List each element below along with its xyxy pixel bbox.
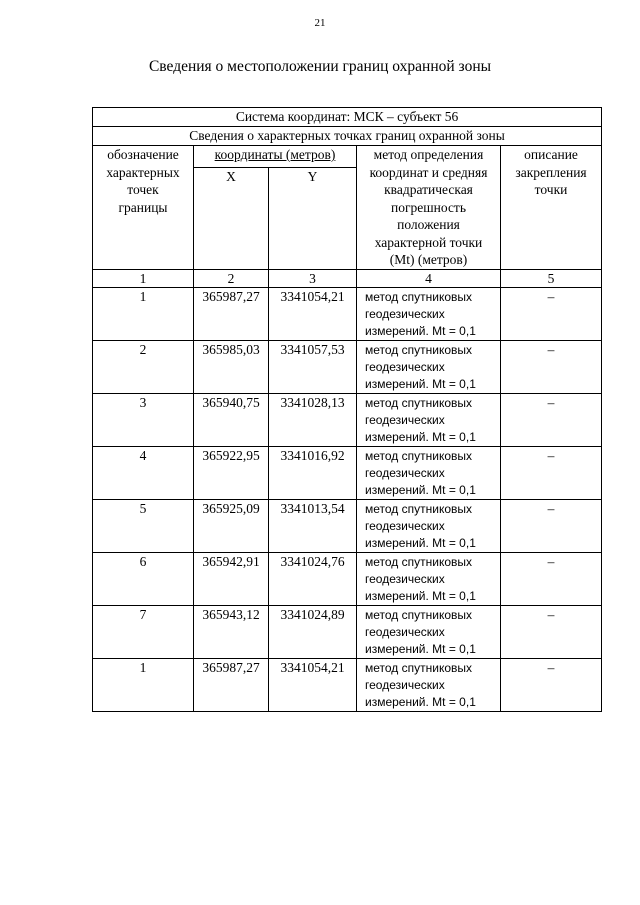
point-number-cell: 6 <box>93 553 194 606</box>
x-coordinate-cell: 365925,09 <box>194 500 269 553</box>
method-line: метод спутниковых <box>365 289 473 304</box>
method-line: метод спутниковых <box>365 448 473 463</box>
points-info-label: Сведения о характерных точках границ охранной зоны <box>93 127 602 146</box>
table-row <box>93 553 602 606</box>
coordinates-header <box>194 146 357 168</box>
method-cell <box>357 500 501 553</box>
table-row <box>93 447 602 500</box>
description-cell: – <box>501 606 602 659</box>
method-line: метод спутниковых <box>365 554 473 569</box>
x-header: X <box>194 167 269 269</box>
points-info-row <box>93 127 602 146</box>
page-title: Сведения о местоположении границ охранной зоны <box>148 58 492 75</box>
column-number: 1 <box>93 269 194 288</box>
method-cell <box>357 659 501 712</box>
coordinate-system-label: Система координат: МСК – субъект 56 <box>93 108 602 127</box>
point-number-cell: 4 <box>93 447 194 500</box>
y-header: Y <box>269 167 357 269</box>
column-number: 5 <box>501 269 602 288</box>
boundary-points-table <box>92 107 602 712</box>
x-coordinate-cell: 365922,95 <box>194 447 269 500</box>
column-number: 2 <box>194 269 269 288</box>
description-header-line: точки <box>534 182 568 197</box>
method-line: измерений. Mt = 0,1 <box>365 694 476 709</box>
x-coordinate-cell: 365943,12 <box>194 606 269 659</box>
y-coordinate-cell: 3341016,92 <box>269 447 357 500</box>
table-row <box>93 606 602 659</box>
designation-header-line: обозначение <box>107 147 179 162</box>
y-coordinate-cell: 3341024,89 <box>269 606 357 659</box>
method-line: метод спутниковых <box>365 395 473 410</box>
designation-header <box>93 146 194 270</box>
point-number-cell: 5 <box>93 500 194 553</box>
description-cell: – <box>501 447 602 500</box>
description-cell: – <box>501 500 602 553</box>
method-line: геодезических <box>365 465 445 480</box>
method-line: геодезических <box>365 412 445 427</box>
method-cell <box>357 394 501 447</box>
y-coordinate-cell: 3341054,21 <box>269 288 357 341</box>
method-line: измерений. Mt = 0,1 <box>365 588 476 603</box>
description-header-line: закрепления <box>515 164 587 180</box>
description-cell: – <box>501 553 602 606</box>
table-row <box>93 394 602 447</box>
method-line: метод спутниковых <box>365 660 473 675</box>
x-coordinate-cell: 365940,75 <box>194 394 269 447</box>
method-line: измерений. Mt = 0,1 <box>365 641 476 656</box>
column-number: 3 <box>269 269 357 288</box>
y-coordinate-cell: 3341024,76 <box>269 553 357 606</box>
column-number: 4 <box>357 269 501 288</box>
method-header-line: координат и средняя <box>369 164 488 180</box>
method-line: геодезических <box>365 359 445 374</box>
method-line: метод спутниковых <box>365 342 473 357</box>
y-coordinate-cell: 3341057,53 <box>269 341 357 394</box>
description-cell: – <box>501 659 602 712</box>
description-cell: – <box>501 341 602 394</box>
y-coordinate-cell: 3341028,13 <box>269 394 357 447</box>
x-coordinate-cell: 365987,27 <box>194 288 269 341</box>
column-number-row <box>93 269 602 288</box>
method-line: измерений. Mt = 0,1 <box>365 323 476 338</box>
page-number: 21 <box>314 17 326 29</box>
point-number-cell: 7 <box>93 606 194 659</box>
method-line: измерений. Mt = 0,1 <box>365 535 476 550</box>
method-cell <box>357 341 501 394</box>
method-header <box>357 146 501 270</box>
description-cell: – <box>501 288 602 341</box>
method-cell <box>357 553 501 606</box>
coordinate-system-row <box>93 108 602 127</box>
method-line: геодезических <box>365 518 445 533</box>
method-header-line: положения <box>397 217 460 232</box>
method-line: измерений. Mt = 0,1 <box>365 482 476 497</box>
table-row <box>93 659 602 712</box>
description-header <box>501 146 602 270</box>
designation-header-line: характерных <box>106 164 180 180</box>
y-coordinate-cell: 3341013,54 <box>269 500 357 553</box>
table-row <box>93 500 602 553</box>
method-line: геодезических <box>365 571 445 586</box>
x-coordinate-cell: 365985,03 <box>194 341 269 394</box>
method-line: геодезических <box>365 624 445 639</box>
y-coordinate-cell: 3341054,21 <box>269 659 357 712</box>
table-row <box>93 288 602 341</box>
method-line: метод спутниковых <box>365 607 473 622</box>
method-header-line: квадратическая <box>384 182 473 197</box>
method-header-line: характерной точки <box>374 234 483 250</box>
method-line: геодезических <box>365 306 445 321</box>
point-number-cell: 1 <box>93 659 194 712</box>
designation-header-line: точек <box>127 182 159 197</box>
method-line: измерений. Mt = 0,1 <box>365 429 476 444</box>
description-header-line: описание <box>524 147 578 162</box>
method-cell <box>357 447 501 500</box>
designation-header-line: границы <box>118 199 168 215</box>
point-number-cell: 2 <box>93 341 194 394</box>
table-row <box>93 341 602 394</box>
x-coordinate-cell: 365987,27 <box>194 659 269 712</box>
description-cell: – <box>501 394 602 447</box>
point-number-cell: 3 <box>93 394 194 447</box>
header-row <box>93 146 602 168</box>
point-number-cell: 1 <box>93 288 194 341</box>
method-header-line: погрешность <box>390 199 466 215</box>
method-header-line: метод определения <box>373 147 484 162</box>
method-cell <box>357 606 501 659</box>
coordinates-header-label: координаты (метров) <box>214 147 336 162</box>
method-header-line: (Mt) (метров) <box>389 252 468 267</box>
x-coordinate-cell: 365942,91 <box>194 553 269 606</box>
method-cell <box>357 288 501 341</box>
method-line: геодезических <box>365 677 445 692</box>
method-line: метод спутниковых <box>365 501 473 516</box>
method-line: измерений. Mt = 0,1 <box>365 376 476 391</box>
